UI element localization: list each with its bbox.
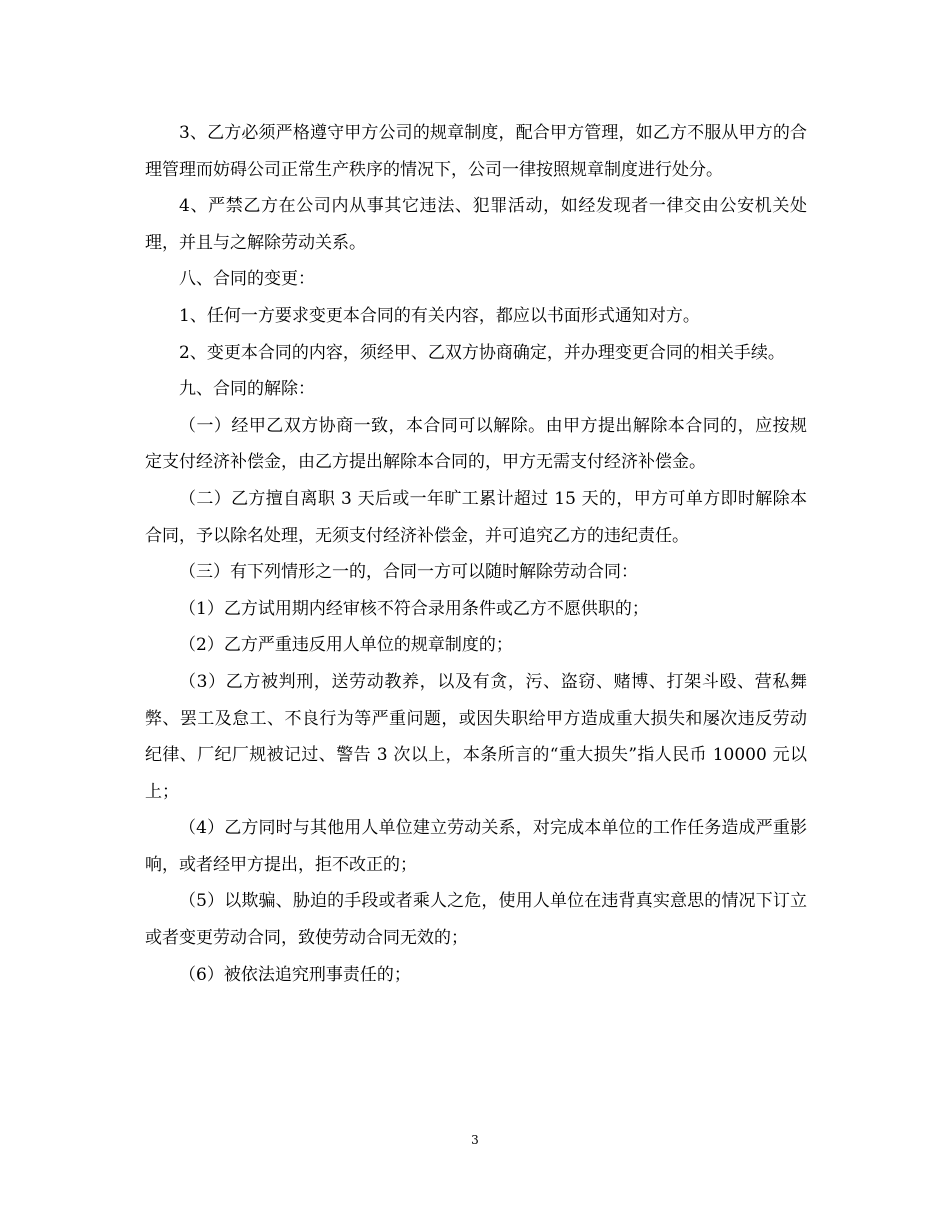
list-item-condition-6: （6）被依法追究刑事责任的； — [179, 964, 411, 985]
list-item-condition-4: （4）乙方同时与其他用人单位建立劳动关系，对完成本单位的工作任务造成严重影响，或者经甲方提出，拒不改正的； — [145, 818, 807, 875]
paragraph-termination-1: （一）经甲乙双方协商一致，本合同可以解除。由甲方提出解除本合同的，应按规定支付经济补偿金，由乙方提出解除本合同的，甲方无需支付经济补偿金。 — [145, 415, 807, 473]
list-item-condition-2: （2）乙方严重违反用人单位的规章制度的； — [179, 635, 513, 656]
section-heading-contract-termination: 九、合同的解除： — [179, 379, 315, 400]
paragraph-change-2: 2、变更本合同的内容，须经甲、乙双方协商确定，并办理变更合同的相关手续。 — [179, 342, 785, 363]
paragraph-clause-4: 4、严禁乙方在公司内从事其它违法、犯罪活动，如经发现者一律交由公安机关处理，并且与之解除劳动关系。 — [145, 196, 807, 253]
paragraph-clause-3: 3、乙方必须严格遵守甲方公司的规章制度，配合甲方管理，如乙方不服从甲方的合理管理而妨碍公司正常生产秩序的情况下，公司一律按照规章制度进行处分。 — [145, 123, 807, 180]
paragraph-termination-3: （三）有下列情形之一的，合同一方可以随时解除劳动合同： — [179, 562, 638, 583]
section-heading-contract-change: 八、合同的变更： — [179, 269, 315, 290]
list-item-condition-5: （5）以欺骗、胁迫的手段或者乘人之危，使用人单位在违背真实意思的情况下订立或者变更劳动合同，致使劳动合同无效的； — [145, 891, 807, 949]
paragraph-change-1: 1、任何一方要求变更本合同的有关内容，都应以书面形式通知对方。 — [179, 305, 700, 326]
document-body — [145, 115, 807, 993]
page-number: 3 — [471, 1133, 479, 1147]
list-item-condition-3: （3）乙方被判刑，送劳动教养，以及有贪，污、盗窃、赌博、打架斗殴、营私舞弊、罢工及怠工、不良行为等严重问题，或因失职给甲方造成重大损失和屡次违反劳动纪律、厂纪厂规被记过、警告 3 次以上，本条所言的“重大损失”指人民币 10000 元以上； — [145, 671, 807, 802]
paragraph-termination-2: （二）乙方擅自离职 3 天后或一年旷工累计超过 15 天的，甲方可单方即时解除本合同，予以除名处理，无须支付经济补偿金，并可追究乙方的违纪责任。 — [145, 488, 807, 546]
list-item-condition-1: （1）乙方试用期内经审核不符合录用条件或乙方不愿供职的； — [179, 598, 649, 619]
